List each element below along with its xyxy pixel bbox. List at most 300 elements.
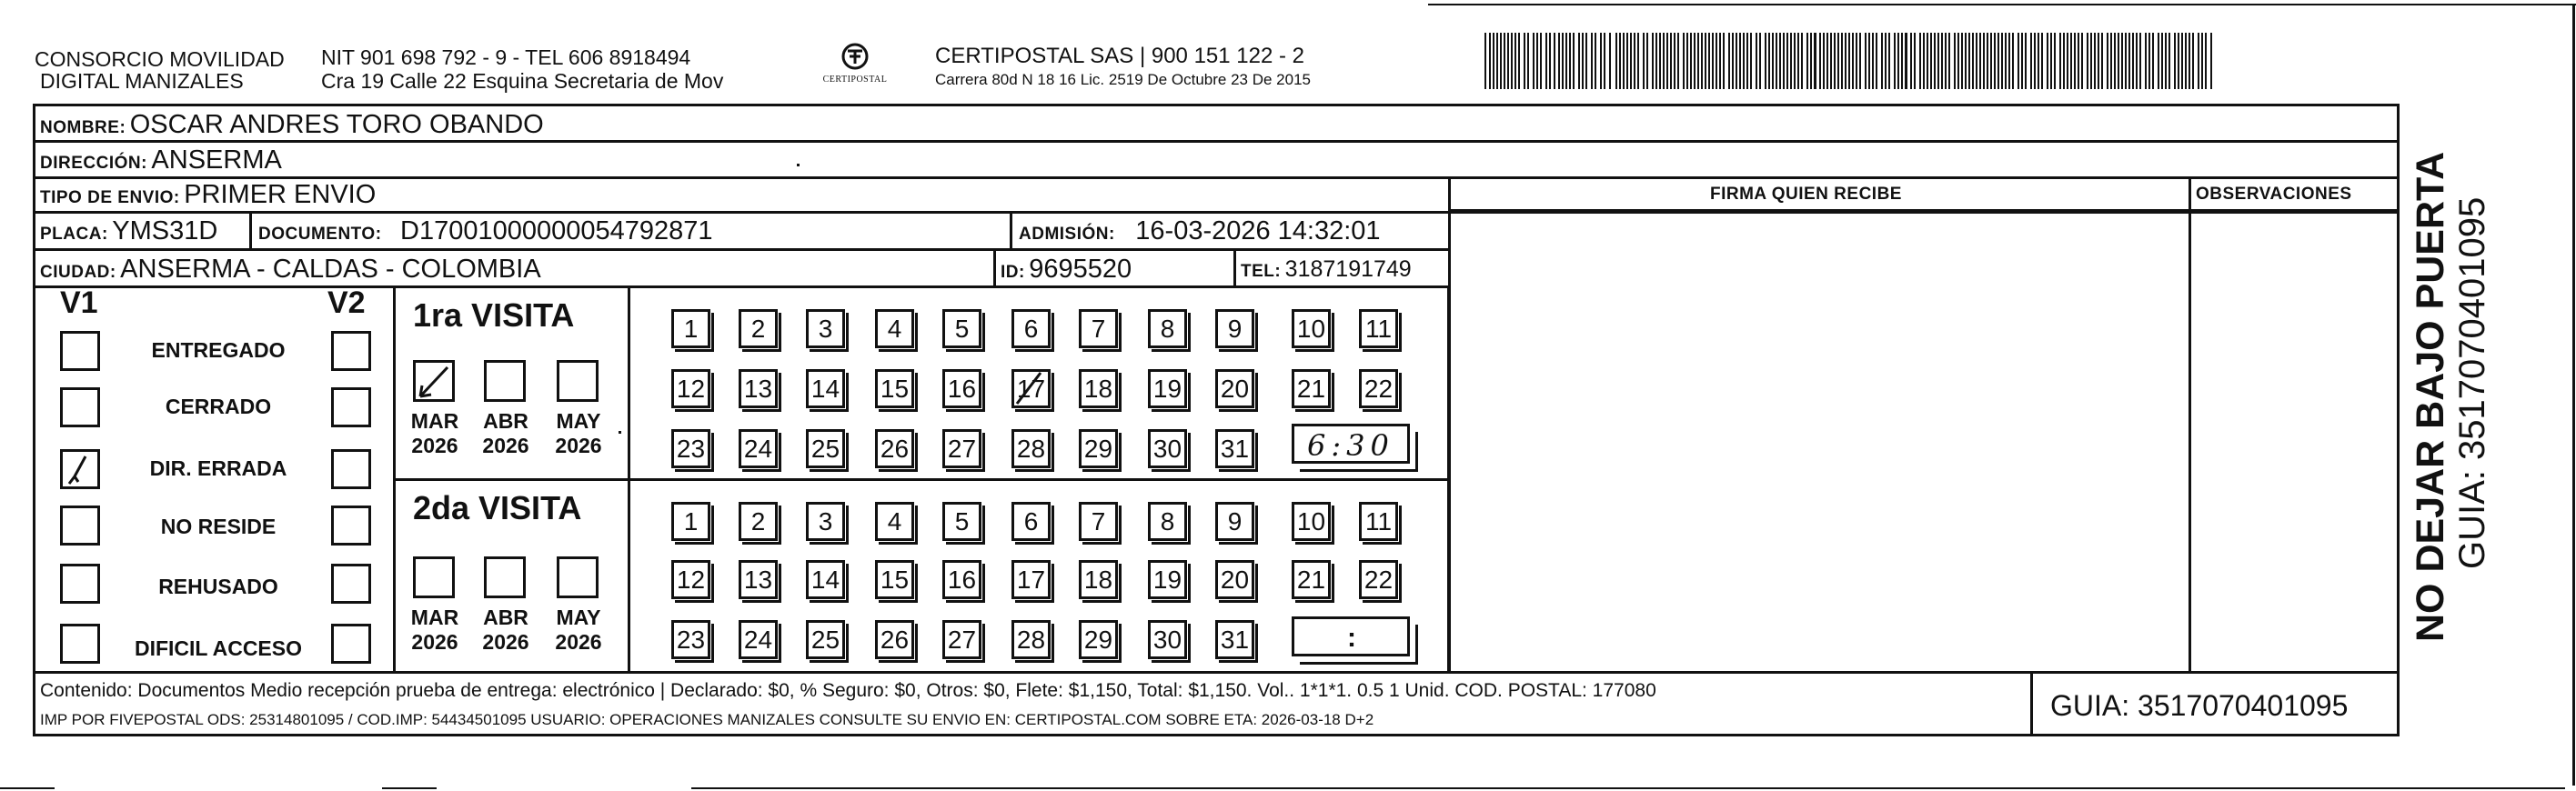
year-label: 2026	[555, 434, 602, 457]
barcode-bar	[1845, 33, 1846, 89]
direccion-label: DIRECCIÓN:	[40, 154, 147, 173]
barcode-bar	[2041, 33, 2043, 89]
bottom-fragment	[691, 787, 2565, 789]
no-dejar-bajo-puerta-label: NO DEJAR BAJO PUERTA	[2409, 151, 2452, 642]
first-visit-day-31[interactable]: 31	[1215, 429, 1254, 468]
right-edge-line	[2572, 4, 2575, 786]
barcode-bar	[2063, 33, 2065, 89]
bottom-fragment	[0, 787, 55, 789]
second-visit-day-2[interactable]: 2	[739, 502, 778, 541]
guia-box-left-border	[2030, 671, 2033, 736]
v1-checkbox-entregado[interactable]	[60, 331, 100, 371]
month-label-may: MAY	[556, 606, 601, 629]
second-visit-day-19[interactable]: 19	[1148, 560, 1187, 599]
handwritten-check-mark	[60, 449, 100, 489]
barcode-bar	[1595, 33, 1596, 89]
barcode-bar	[1666, 33, 1668, 89]
barcode-bar	[1736, 33, 1737, 89]
barcode-bar	[1948, 33, 1950, 89]
barcode-bar	[1968, 33, 1970, 89]
ciudad-value: ANSERMA - CALDAS - COLOMBIA	[120, 255, 541, 284]
second-visit-day-16[interactable]: 16	[942, 560, 981, 599]
barcode-bar	[1765, 33, 1766, 89]
barcode-bar	[1652, 33, 1654, 89]
barcode-bar	[1504, 33, 1505, 89]
barcode-bar	[1732, 33, 1734, 89]
first-visit-day-19[interactable]: 19	[1148, 369, 1187, 408]
first-visit-day-29[interactable]: 29	[1079, 429, 1118, 468]
barcode-bar	[2136, 33, 2138, 89]
certipostal-line2: Carrera 80d N 18 16 Lic. 2519 De Octubre 23 De 2015	[935, 71, 1311, 88]
second-visit-day-8[interactable]: 8	[1148, 502, 1187, 541]
tipo-envio-label: TIPO DE ENVIO:	[40, 188, 180, 207]
barcode-bar	[1961, 33, 1963, 89]
first-visit-day-2[interactable]: 2	[739, 309, 778, 348]
ciudad-label: CIUDAD:	[40, 263, 116, 282]
barcode-bar	[1728, 33, 1730, 89]
first-visit-day-14[interactable]: 14	[806, 369, 845, 408]
barcode-bar	[1814, 33, 1816, 89]
barcode-bar	[1697, 33, 1699, 89]
barcode-bar	[1719, 33, 1721, 89]
company-name-line2: DIGITAL MANIZALES	[40, 69, 244, 93]
barcode-bar	[1919, 33, 1921, 89]
company-name-line1: CONSORCIO MOVILIDAD	[35, 47, 285, 71]
side-guia-number: GUIA: 3517070401095	[2452, 196, 2492, 569]
second-visit-title: 2da VISITA	[413, 489, 582, 526]
barcode-bar	[2107, 33, 2108, 89]
second-visit-day-25[interactable]: 25	[806, 620, 845, 659]
first-visit-day-17[interactable]: 17	[1011, 369, 1051, 408]
barcode-bar	[1630, 33, 1632, 89]
barcode-bar	[1779, 33, 1781, 89]
barcode-bar	[1783, 33, 1785, 89]
barcode-bar	[1865, 33, 1867, 89]
month-label-abr: ABR	[483, 606, 528, 629]
bottom-fragment	[382, 787, 437, 789]
barcode-bar	[2070, 33, 2072, 89]
v1-checkbox-no-reside[interactable]	[60, 506, 100, 546]
v2-checkbox-dir-errada[interactable]	[331, 449, 371, 489]
second-visit-day-13[interactable]: 13	[739, 560, 778, 599]
months-divider	[628, 285, 630, 674]
barcode-bar	[1489, 33, 1491, 89]
barcode-bar	[1637, 33, 1639, 89]
second-visit-day-28[interactable]: 28	[1011, 620, 1051, 659]
first-visit-day-6[interactable]: 6	[1011, 309, 1051, 348]
barcode-bar	[1786, 33, 1788, 89]
second-visit-day-27[interactable]: 27	[942, 620, 981, 659]
second-visit-day-18[interactable]: 18	[1079, 560, 1118, 599]
cell-divider	[1233, 248, 1236, 286]
first-visit-day-22[interactable]: 22	[1359, 369, 1398, 408]
first-visit-day-16[interactable]: 16	[942, 369, 981, 408]
barcode-bar	[1677, 33, 1679, 89]
first-visit-month-box-mar[interactable]	[413, 360, 455, 402]
barcode-bar	[1806, 33, 1808, 89]
barcode-bar	[1626, 33, 1628, 89]
barcode-bar	[1859, 33, 1861, 89]
first-visit-day-18[interactable]: 18	[1079, 369, 1118, 408]
barcode-bar	[2074, 33, 2076, 89]
barcode-bar	[1619, 33, 1621, 89]
tipo-envio-value: PRIMER ENVIO	[184, 180, 377, 209]
barcode-bar	[2145, 33, 2147, 89]
second-visit-day-26[interactable]: 26	[875, 620, 914, 659]
v1-checkbox-rehusado[interactable]	[60, 564, 100, 604]
barcode-bar	[2121, 33, 2123, 89]
second-visit-time-box[interactable]	[1292, 616, 1410, 656]
barcode-bar	[1663, 33, 1665, 89]
barcode-bar	[1578, 33, 1580, 89]
second-visit-day-7[interactable]: 7	[1079, 502, 1118, 541]
second-visit-day-24[interactable]: 24	[739, 620, 778, 659]
barcode-bar	[2192, 33, 2194, 89]
barcode-bar	[1790, 33, 1792, 89]
barcode-bar	[2110, 33, 2112, 89]
logo-text: CERTIPOSTAL	[822, 75, 888, 85]
barcode-bar	[1708, 33, 1710, 89]
second-visit-day-1[interactable]: 1	[671, 502, 710, 541]
barcode-bar	[1994, 33, 1996, 89]
v2-checkbox-dificil-acceso[interactable]	[331, 624, 371, 664]
nombre-label: NOMBRE:	[40, 118, 126, 137]
v2-checkbox-entregado[interactable]	[331, 331, 371, 371]
status-label-dir-errada: DIR. ERRADA	[149, 456, 287, 480]
first-visit-day-1[interactable]: 1	[671, 309, 710, 348]
barcode-bar	[1987, 33, 1988, 89]
barcode-bar	[2021, 33, 2023, 89]
certipostal-logo	[810, 40, 901, 95]
first-visit-day-13[interactable]: 13	[739, 369, 778, 408]
first-visit-day-5[interactable]: 5	[942, 309, 981, 348]
barcode-bar	[2050, 33, 2052, 89]
barcode-bar	[2047, 33, 2048, 89]
v1-checkbox-dificil-acceso[interactable]	[60, 624, 100, 664]
observaciones-left-border	[2189, 176, 2191, 673]
barcode-bar	[2158, 33, 2159, 89]
barcode-bar	[1759, 33, 1761, 89]
barcode-bar	[1549, 33, 1551, 89]
barcode-bar	[1562, 33, 1564, 89]
barcode-bar	[2078, 33, 2079, 89]
barcode-bar	[2205, 33, 2207, 89]
barcode-bar	[1990, 33, 1992, 89]
second-visit-day-31[interactable]: 31	[1215, 620, 1254, 659]
barcode-bar	[1558, 33, 1560, 89]
first-visit-day-9[interactable]: 9	[1215, 309, 1254, 348]
barcode-bar	[2118, 33, 2119, 89]
placa-label: PLACA:	[40, 225, 108, 244]
row-divider	[33, 176, 2400, 179]
barcode-bar	[2030, 33, 2032, 89]
barcode-bar	[2001, 33, 2003, 89]
barcode-bar	[2139, 33, 2141, 89]
barcode-bar	[1518, 33, 1520, 89]
barcode-bar	[1533, 33, 1535, 89]
barcode-bar	[1701, 33, 1703, 89]
barcode-bar	[2201, 33, 2203, 89]
first-visit-time-box[interactable]	[1292, 424, 1410, 464]
footer-guia-number: GUIA: 3517070401095	[2050, 689, 2349, 722]
barcode-bar	[2098, 33, 2099, 89]
first-visit-month-box-abr[interactable]	[484, 360, 526, 402]
status-label-rehusado: REHUSADO	[158, 575, 278, 598]
barcode-bar	[1976, 33, 1977, 89]
barcode-bar	[1746, 33, 1748, 89]
month-label-may: MAY	[556, 409, 601, 433]
footer-print-line: IMP POR FIVEPOSTAL ODS: 25314801095 / COD.IMP: 54434501095 USUARIO: OPERACIONES MANIZALES CONSULTE SU ENVIO EN: CERTIPOSTAL.COM SOBRE ETA: 2026-03-18 D+2	[40, 711, 1374, 728]
second-visit-month-box-mar[interactable]	[413, 556, 455, 598]
barcode-bar	[2101, 33, 2103, 89]
first-visit-day-3[interactable]: 3	[806, 309, 845, 348]
footer-content-line: Contenido: Documentos Medio recepción prueba de entrega: electrónico | Declarado: $0, % Seguro: $0, Otros: $0, Flete: $1,150, Total: $1,150. Vol.. 1*1*1. 0.5 1 Unid. COD. POSTAL: 177080	[40, 680, 1656, 701]
year-label: 2026	[482, 630, 529, 654]
first-visit-day-24[interactable]: 24	[739, 429, 778, 468]
barcode-bar	[1646, 33, 1648, 89]
visits-divider	[393, 478, 1450, 481]
barcode-bar	[1623, 33, 1625, 89]
barcode-bar	[2161, 33, 2163, 89]
admision-value: 16-03-2026 14:32:01	[1135, 216, 1381, 245]
first-visit-day-23[interactable]: 23	[671, 429, 710, 468]
first-visit-day-4[interactable]: 4	[875, 309, 914, 348]
year-label: 2026	[411, 434, 458, 457]
barcode-bar	[1739, 33, 1741, 89]
barcode-bar	[1894, 33, 1896, 89]
cell-divider	[249, 211, 252, 249]
id-value: 9695520	[1029, 255, 1132, 284]
direccion-value: ANSERMA	[151, 145, 282, 175]
barcode-bar	[1493, 33, 1494, 89]
barcode-bar	[1905, 33, 1907, 89]
barcode-bar	[1801, 33, 1803, 89]
barcode-bar	[2090, 33, 2092, 89]
barcode-bar	[1723, 33, 1725, 89]
barcode-bar	[1690, 33, 1692, 89]
barcode-bar	[1514, 33, 1516, 89]
first-visit-day-20[interactable]: 20	[1215, 369, 1254, 408]
month-label-mar: MAR	[410, 606, 459, 629]
barcode-bar	[2128, 33, 2130, 89]
first-visit-day-10[interactable]: 10	[1292, 309, 1331, 348]
second-visit-day-3[interactable]: 3	[806, 502, 845, 541]
barcode-bar	[1941, 33, 1943, 89]
barcode-bar	[2181, 33, 2183, 89]
v2-checkbox-cerrado[interactable]	[331, 387, 371, 427]
second-visit-day-9[interactable]: 9	[1215, 502, 1254, 541]
barcode-bar	[1852, 33, 1854, 89]
firma-quien-recibe-label: FIRMA QUIEN RECIBE	[1710, 185, 1902, 204]
barcode-bar	[2168, 33, 2170, 89]
barcode-bar	[2012, 33, 2014, 89]
barcode-bar	[2114, 33, 2116, 89]
second-visit-day-23[interactable]: 23	[671, 620, 710, 659]
second-visit-day-29[interactable]: 29	[1079, 620, 1118, 659]
barcode-bar	[2185, 33, 2187, 89]
first-visit-day-15[interactable]: 15	[875, 369, 914, 408]
first-visit-day-12[interactable]: 12	[671, 369, 710, 408]
barcode-bar	[2059, 33, 2061, 89]
barcode-bar	[1910, 33, 1912, 89]
barcode-bar	[1659, 33, 1661, 89]
barcode-bar	[1834, 33, 1836, 89]
barcode-bar	[1957, 33, 1959, 89]
first-visit-title: 1ra VISITA	[413, 296, 575, 334]
barcode-bar	[1848, 33, 1850, 89]
nit-line: NIT 901 698 792 - 9 - TEL 606 8918494	[321, 45, 691, 69]
second-visit-day-10[interactable]: 10	[1292, 502, 1331, 541]
firma-header-bottom	[1448, 209, 2400, 212]
first-visit-time-value: 6:30	[1307, 428, 1394, 463]
v1-header: V1	[60, 285, 98, 320]
barcode-bar	[1868, 33, 1870, 89]
barcode-bar	[1914, 33, 1916, 89]
barcode-bar	[1554, 33, 1555, 89]
barcode-bar	[2178, 33, 2179, 89]
barcode-bar	[1772, 33, 1774, 89]
barcode-bar	[1582, 33, 1584, 89]
barcode-bar	[1634, 33, 1635, 89]
barcode	[1484, 33, 2219, 95]
status-label-entregado: ENTREGADO	[151, 338, 286, 362]
second-visit-day-11[interactable]: 11	[1359, 502, 1398, 541]
barcode-bar	[1569, 33, 1571, 89]
barcode-bar	[1591, 33, 1593, 89]
barcode-bar	[1545, 33, 1547, 89]
first-visit-day-8[interactable]: 8	[1148, 309, 1187, 348]
barcode-bar	[1923, 33, 1925, 89]
barcode-bar	[1776, 33, 1777, 89]
barcode-bar	[1872, 33, 1874, 89]
first-visit-day-25[interactable]: 25	[806, 429, 845, 468]
barcode-bar	[1841, 33, 1843, 89]
second-visit-day-12[interactable]: 12	[671, 560, 710, 599]
admision-label: ADMISIÓN:	[1019, 225, 1115, 244]
barcode-bar	[1743, 33, 1745, 89]
barcode-bar	[1927, 33, 1928, 89]
barcode-bar	[1897, 33, 1899, 89]
barcode-bar	[1794, 33, 1796, 89]
barcode-bar	[1511, 33, 1513, 89]
id-label: ID:	[1001, 263, 1025, 282]
month-label-abr: ABR	[483, 409, 528, 433]
first-visit-day-11[interactable]: 11	[1359, 309, 1398, 348]
barcode-bar	[2189, 33, 2190, 89]
stray-dot	[797, 164, 800, 166]
barcode-bar	[1500, 33, 1502, 89]
barcode-bar	[1830, 33, 1832, 89]
barcode-bar	[1705, 33, 1706, 89]
barcode-bar	[1837, 33, 1839, 89]
second-visit-day-20[interactable]: 20	[1215, 560, 1254, 599]
status-label-dificil-acceso: DIFICIL ACCESO	[134, 636, 302, 660]
row-divider	[33, 248, 1450, 251]
observaciones-label: OBSERVACIONES	[2196, 185, 2352, 204]
barcode-bar	[2125, 33, 2127, 89]
barcode-bar	[1979, 33, 1981, 89]
barcode-bar	[1643, 33, 1645, 89]
v2-checkbox-rehusado[interactable]	[331, 564, 371, 604]
barcode-bar	[1934, 33, 1936, 89]
cell-divider	[993, 248, 996, 286]
first-visit-day-7[interactable]: 7	[1079, 309, 1118, 348]
barcode-bar	[2198, 33, 2199, 89]
barcode-bar	[2094, 33, 2096, 89]
barcode-bar	[2132, 33, 2134, 89]
barcode-bar	[1954, 33, 1956, 89]
status-label-no-reside: NO RESIDE	[160, 515, 277, 538]
v2-checkbox-no-reside[interactable]	[331, 506, 371, 546]
second-visit-day-21[interactable]: 21	[1292, 560, 1331, 599]
second-visit-day-22[interactable]: 22	[1359, 560, 1398, 599]
second-visit-month-box-may[interactable]	[557, 556, 599, 598]
row-divider	[33, 140, 2400, 143]
v1-checkbox-cerrado[interactable]	[60, 387, 100, 427]
first-visit-day-27[interactable]: 27	[942, 429, 981, 468]
first-visit-month-box-may[interactable]	[557, 360, 599, 402]
barcode-bar	[1585, 33, 1587, 89]
second-visit-day-5[interactable]: 5	[942, 502, 981, 541]
barcode-bar	[1496, 33, 1498, 89]
barcode-bar	[1600, 33, 1602, 89]
barcode-bar	[1983, 33, 1985, 89]
barcode-bar	[1536, 33, 1538, 89]
barcode-bar	[1797, 33, 1799, 89]
second-visit-day-30[interactable]: 30	[1148, 620, 1187, 659]
barcode-bar	[1615, 33, 1617, 89]
first-visit-day-26[interactable]: 26	[875, 429, 914, 468]
barcode-bar	[1655, 33, 1657, 89]
barcode-bar	[1540, 33, 1542, 89]
v1-checkbox-dir-errada[interactable]	[60, 449, 100, 489]
second-visit-day-6[interactable]: 6	[1011, 502, 1051, 541]
month-label-mar: MAR	[410, 409, 459, 433]
barcode-bar	[1674, 33, 1675, 89]
first-visit-day-28[interactable]: 28	[1011, 429, 1051, 468]
second-visit-month-box-abr[interactable]	[484, 556, 526, 598]
barcode-bar	[2054, 33, 2056, 89]
barcode-bar	[1524, 33, 1525, 89]
barcode-bar	[2025, 33, 2027, 89]
second-visit-day-17[interactable]: 17	[1011, 560, 1051, 599]
barcode-bar	[1901, 33, 1903, 89]
second-visit-day-4[interactable]: 4	[875, 502, 914, 541]
handwritten-check-mark	[1011, 369, 1051, 408]
barcode-bar	[1686, 33, 1688, 89]
second-visit-day-14[interactable]: 14	[806, 560, 845, 599]
first-visit-day-21[interactable]: 21	[1292, 369, 1331, 408]
barcode-bar	[2067, 33, 2068, 89]
year-label: 2026	[555, 630, 602, 654]
barcode-bar	[1876, 33, 1877, 89]
barcode-bar	[2152, 33, 2154, 89]
barcode-bar	[1972, 33, 1974, 89]
status-label-cerrado: CERRADO	[165, 395, 272, 418]
barcode-bar	[2018, 33, 2019, 89]
first-visit-day-30[interactable]: 30	[1148, 429, 1187, 468]
nombre-value: OSCAR ANDRES TORO OBANDO	[129, 110, 544, 139]
barcode-bar	[1930, 33, 1932, 89]
year-label: 2026	[411, 630, 458, 654]
barcode-bar	[2081, 33, 2083, 89]
second-visit-day-15[interactable]: 15	[875, 560, 914, 599]
barcode-bar	[1694, 33, 1696, 89]
handwritten-check-mark	[413, 360, 455, 402]
barcode-bar	[1609, 33, 1611, 89]
barcode-bar	[1716, 33, 1717, 89]
documento-label: DOCUMENTO:	[258, 225, 382, 244]
